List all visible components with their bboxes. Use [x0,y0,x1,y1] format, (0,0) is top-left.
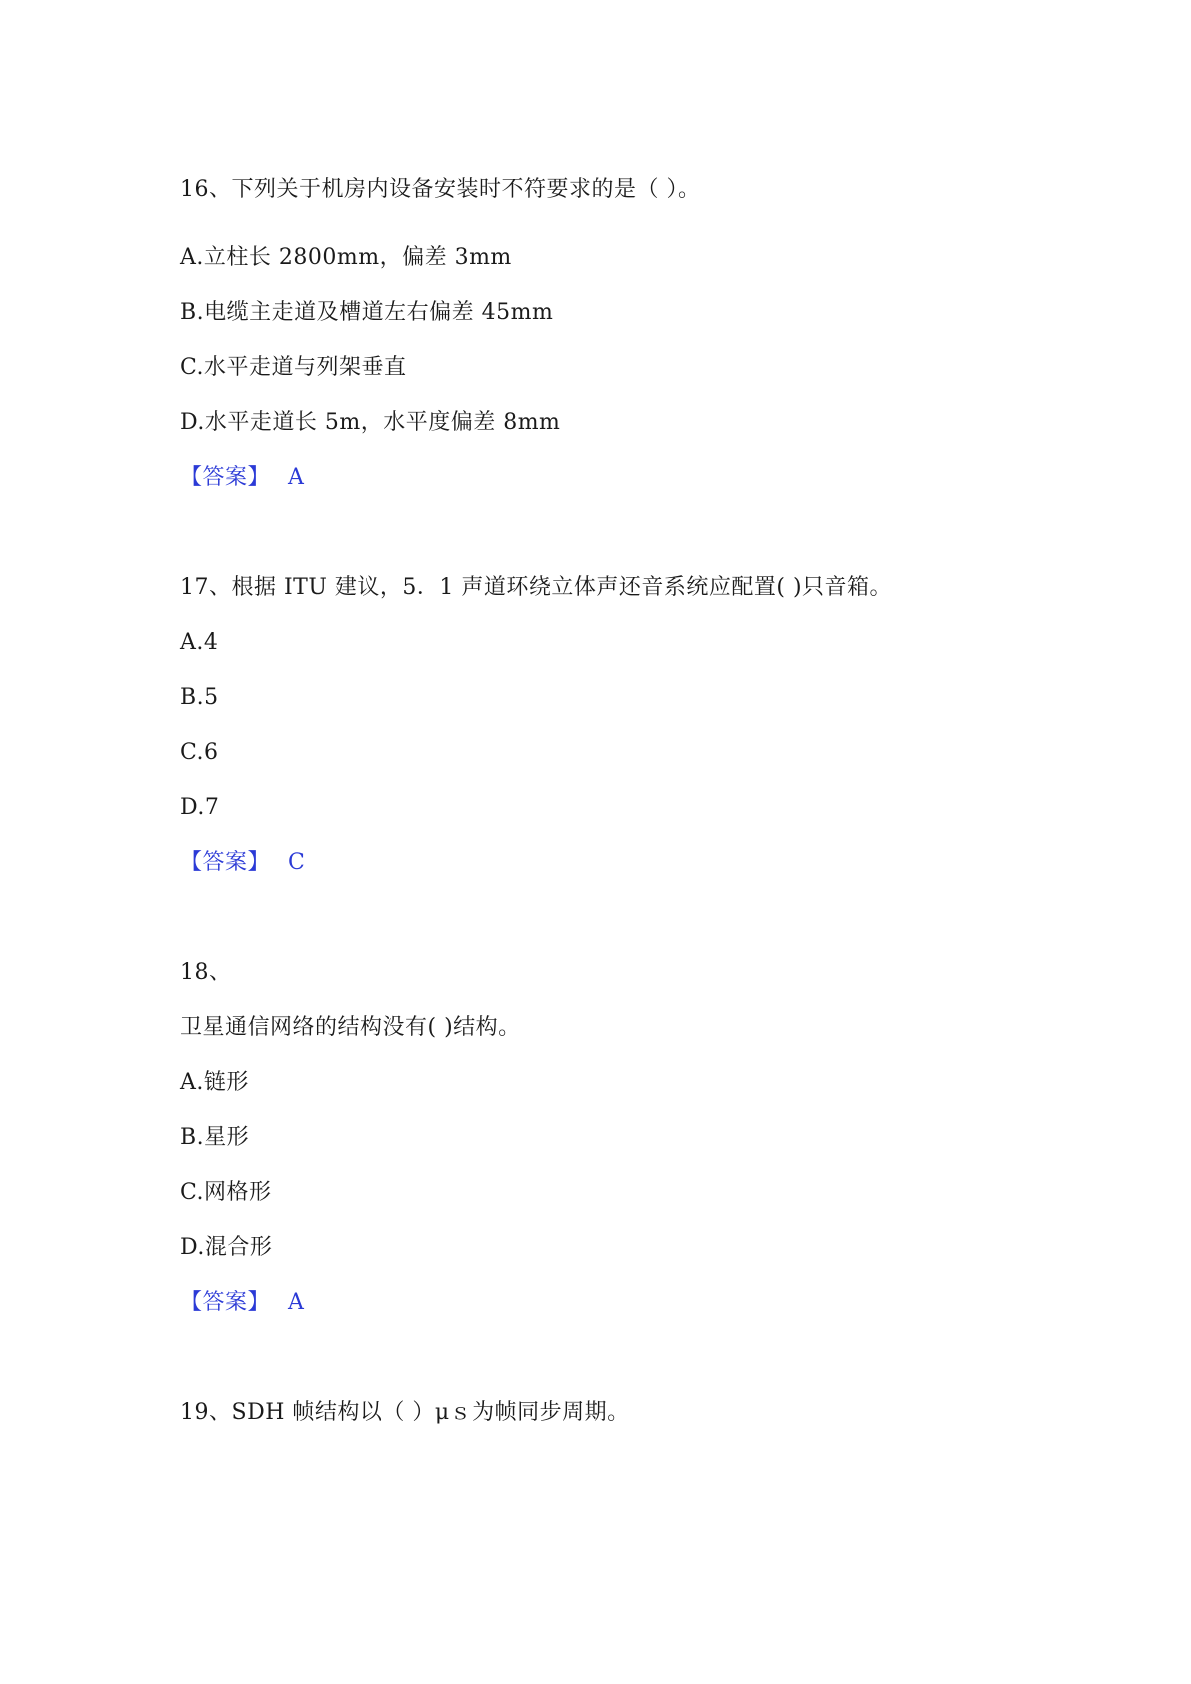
question-17-option-d: D.7 [180,795,220,820]
question-18-stem: 卫星通信网络的结构没有( )结构。 [180,1015,521,1040]
question-17-option-c: C.6 [180,740,219,765]
question-18-answer [180,1288,304,1318]
answer-value: A [288,1290,305,1315]
question-18-option-c: C.网格形 [180,1180,272,1205]
question-17-option-a: A.4 [180,630,219,655]
question-18-option-d: D.混合形 [180,1235,273,1260]
question-16-option-b: B.电缆主走道及槽道左右偏差 45mm [180,300,554,325]
answer-label: 【答案】 [180,1290,271,1315]
question-17-answer [180,848,305,878]
question-16-stem: 16、下列关于机房内设备安装时不符要求的是（ ）。 [180,177,701,202]
question-18-option-a: A.链形 [180,1070,249,1095]
question-19-stem: 19、SDH 帧结构以（ ）μｓ为帧同步周期。 [180,1400,630,1425]
question-17-option-b: B.5 [180,685,219,710]
answer-value: A [288,465,305,490]
question-16-option-c: C.水平走道与列架垂直 [180,355,407,380]
answer-value: C [288,850,306,875]
question-18-number: 18、 [180,960,232,985]
question-16-answer [180,463,304,493]
question-18-option-b: B.星形 [180,1125,250,1150]
answer-label: 【答案】 [180,465,271,490]
question-16-option-a: A.立柱长 2800mm，偏差 3mm [180,245,512,270]
question-17-stem: 17、根据 ITU 建议，5．1 声道环绕立体声还音系统应配置( )只音箱。 [180,575,893,600]
answer-label: 【答案】 [180,850,271,875]
question-16-option-d: D.水平走道长 5m，水平度偏差 8mm [180,410,561,435]
